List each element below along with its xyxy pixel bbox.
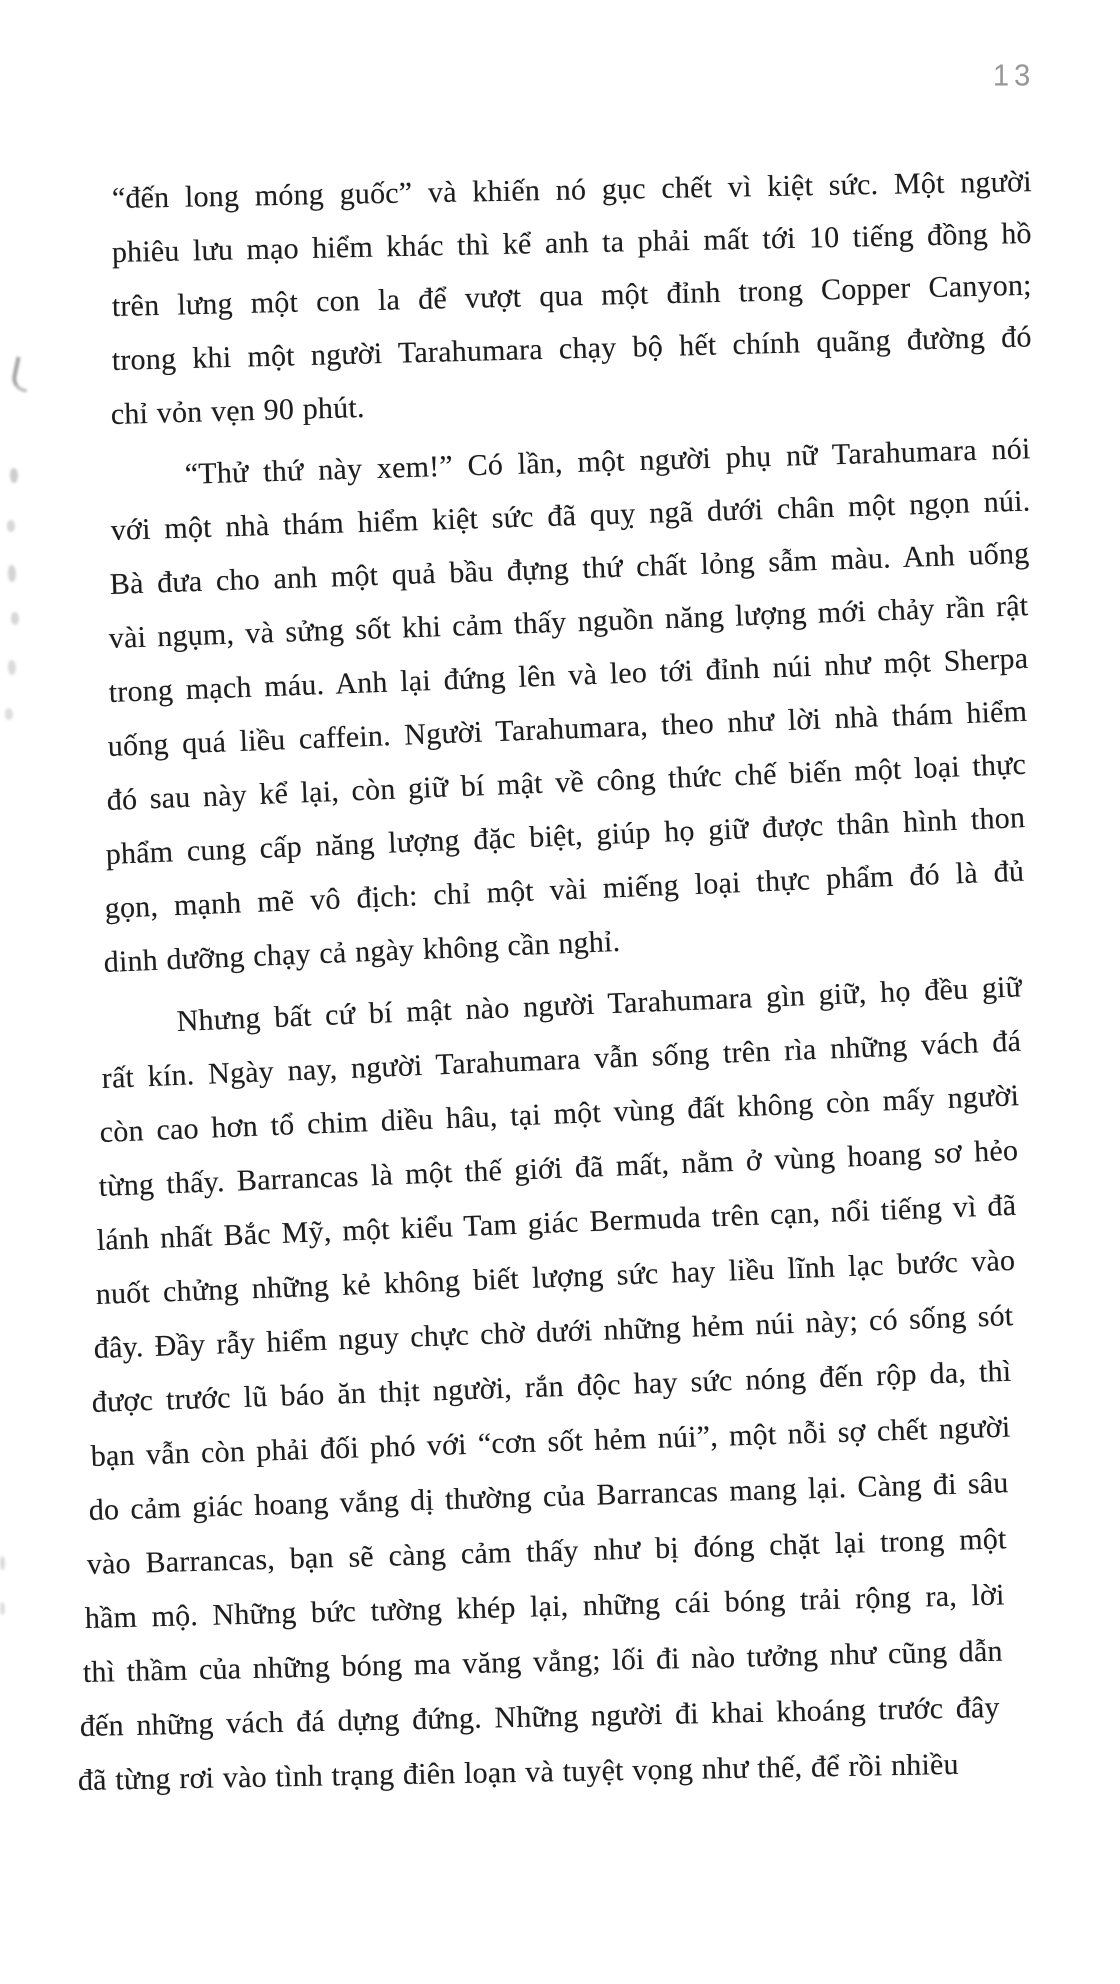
text-line: còn cao hơn tổ chim diều hâu, tại một vùng đất không còn mấy người (99, 1079, 1020, 1149)
text-line: đó sau này kể lại, còn giữ bí mật về công thức chế biến một loại thực (106, 747, 1027, 817)
scan-artifact (10, 468, 18, 483)
text-line: được trước lũ báo ăn thịt người, rắn độc hay sức nóng đến rộp da, thì (91, 1354, 1013, 1419)
text-line: từng thấy. Barrancas là một thế giới đã mất, nằm ở vùng hoang sơ hẻo (98, 1133, 1019, 1203)
text-line: do cảm giác hoang vắng dị thường của Barrancas mang lại. Càng đi sâu (88, 1466, 1009, 1527)
text-line: nuốt chửng những kẻ không biết lượng sức hay liều lĩnh lạc bước vào (94, 1243, 1016, 1311)
text-line: uống quá liều caffein. Người Tarahumara, theo như lời nhà thám hiểm (107, 694, 1028, 763)
text-line: gọn, mạnh mẽ vô địch: chỉ một vài miếng loại thực phẩm đó là đủ (104, 854, 1025, 925)
text-line: trên lưng một con la để vượt qua một đỉnh trong Copper Canyon; (111, 268, 1032, 323)
paragraph (0, 970, 1120, 1808)
text-line: Nhưng bất cứ bí mật nào người Tarahumara gìn giữ, họ đều giữ (175, 970, 1023, 1038)
text-line: bạn vẫn còn phải đối phó với “cơn sốt hẻm núi”, một nỗi sợ chết người (89, 1410, 1011, 1473)
page-number: 13 (993, 59, 1036, 93)
text-line: phiêu lưu mạo hiểm khác thì kể anh ta phải mất tới 10 tiếng đồng hồ (111, 216, 1033, 269)
text-line: thì thầm của những bóng ma văng vẳng; lối đi nào tưởng như cũng dẫn (81, 1634, 1003, 1689)
text-line: hầm mộ. Những bức tường khép lại, những cái bóng trải rộng ra, lời (84, 1578, 1005, 1635)
text-line: “Thử thứ này xem!” Có lần, một người phụ nữ Tarahumara nói (184, 432, 1031, 491)
scan-artifact (7, 520, 15, 532)
text-line: đây. Đầy rẫy hiểm nguy chực chờ dưới những hẻm núi này; có sống sót (93, 1299, 1014, 1365)
scan-artifact (11, 612, 19, 625)
text-line: “đến long móng guốc” và khiến nó gục chết vì kiệt sức. Một người (111, 165, 1033, 215)
scan-artifact (0, 1556, 5, 1570)
text-line: rất kín. Ngày nay, người Tarahumara vẫn sống trên rìa những vách đá (100, 1024, 1022, 1095)
scan-artifact (0, 1602, 5, 1615)
text-line: đã từng rơi vào tình trạng điên loạn và tuyệt vọng như thế, để rồi nhiều (77, 1747, 959, 1797)
text-line: trong mạch máu. Anh lại đứng lên và leo tới đỉnh núi như một Sherpa (107, 641, 1029, 709)
scan-artifact (5, 708, 13, 720)
text-line: vài ngụm, và sửng sốt khi cảm thấy nguồn năng lượng mới chảy rần rật (108, 589, 1030, 655)
body-text (0, 165, 1120, 1808)
text-line: vào Barrancas, bạn sẽ càng cảm thấy như bị đóng chặt lại trong một (86, 1522, 1007, 1581)
paragraph (0, 165, 1120, 442)
paragraph (0, 432, 1120, 990)
scan-artifact (8, 660, 16, 675)
text-line: phẩm cung cấp năng lượng đặc biệt, giúp họ giữ được thân hình thon (105, 801, 1026, 871)
text-line: lánh nhất Bắc Mỹ, một kiểu Tam giác Bermuda trên cạn, nổi tiếng vì đã (96, 1188, 1018, 1257)
text-line: đến những vách đá dựng đứng. Những người đi khai khoáng trước đây (79, 1690, 1001, 1743)
scan-artifact (8, 565, 16, 582)
text-line: với một nhà thám hiểm kiệt sức đã quỵ ngã dưới chân một ngọn núi. (109, 484, 1031, 547)
text-line: chỉ vỏn vẹn 90 phút. (110, 390, 366, 431)
text-line: Bà đưa cho anh một quả bầu đựng thứ chất lỏng sẫm màu. Anh uống (109, 536, 1030, 601)
text-line: trong khi một người Tarahumara chạy bộ hết chính quãng đường đó (111, 320, 1032, 377)
text-line: dinh dưỡng chạy cả ngày không cần nghỉ. (103, 924, 621, 979)
